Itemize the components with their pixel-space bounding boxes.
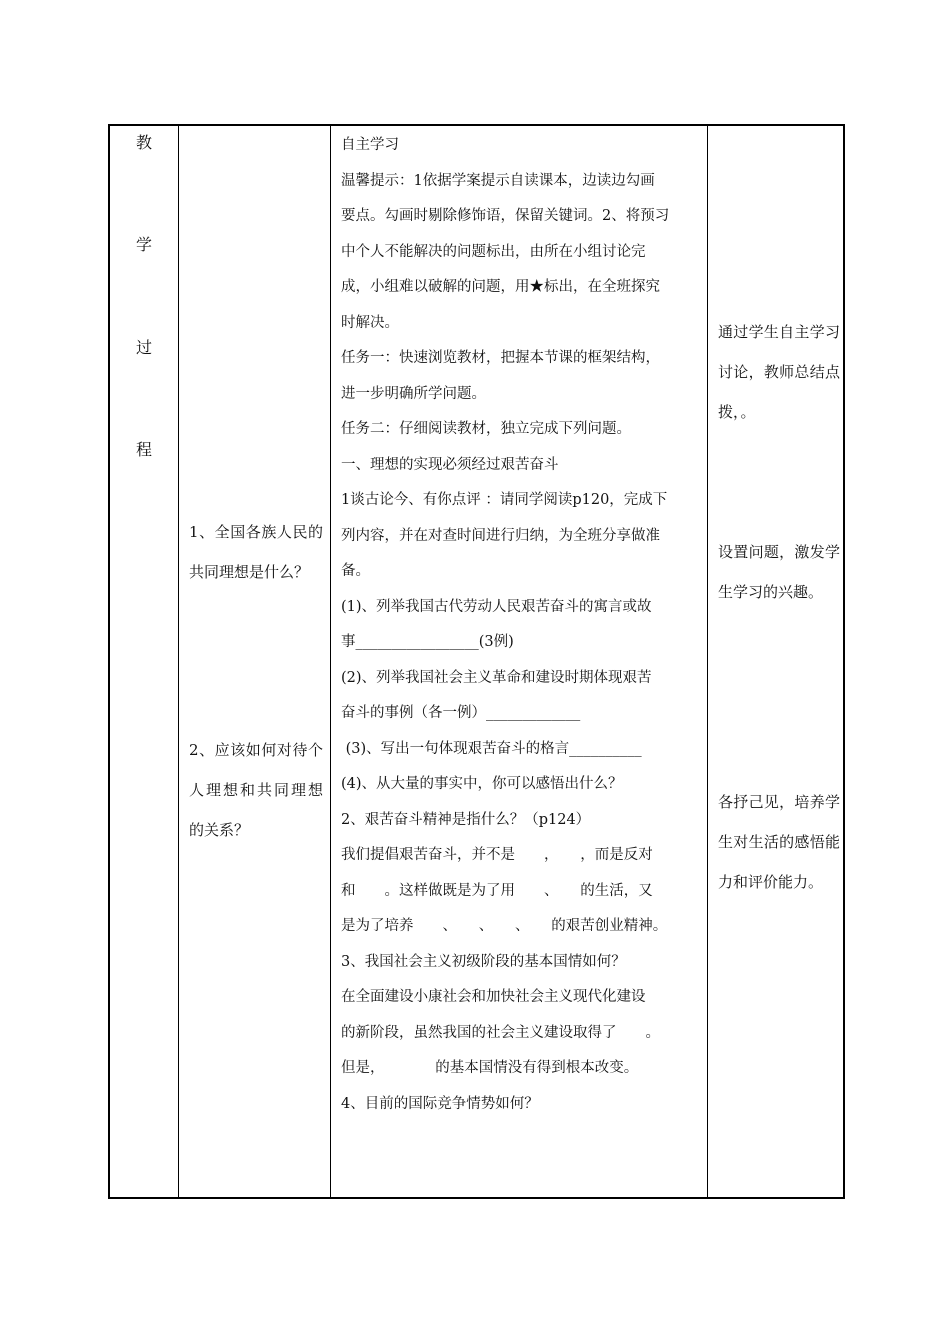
note-2: 设置问题，激发学生学习的兴趣。 <box>718 543 840 601</box>
content-cell <box>331 125 708 1198</box>
content-line: 进一步明确所学问题。 <box>341 385 486 402</box>
content-line: 成，小组难以破解的问题，用★标出，在全班探究 <box>341 279 660 295</box>
note-1: 通过学生自主学习讨论，教师总结点拨，。 <box>718 323 840 421</box>
content-line: 温馨提示：1依据学案提示自读课本，边读边勾画 <box>341 172 655 189</box>
content-line: (3)、写出一句体现艰苦奋斗的格言__________ <box>341 740 642 757</box>
note-3: 各抒己见，培养学生对生活的感悟能力和评价能力。 <box>718 793 840 891</box>
content-line: 一、理想的实现必须经过艰苦奋斗 <box>341 456 559 473</box>
content-line: 时解决。 <box>341 314 399 331</box>
section-label-char: 程 <box>135 440 152 459</box>
section-label-cell <box>109 125 179 1198</box>
content-line: 奋斗的事例（各一例）_____________ <box>341 705 581 721</box>
content-line: 4、目前的国际竞争情势如何？ <box>341 1095 539 1112</box>
content-line: 1谈古论今、有你点评 ：请同学阅读p120，完成下 <box>341 492 668 508</box>
content-line: 是为了培养 、 、 、 的艰苦创业精神。 <box>341 918 668 934</box>
content-line: 3、我国社会主义初级阶段的基本国情如何？ <box>341 953 626 970</box>
section-label-char: 学 <box>135 235 152 254</box>
section-label-char: 过 <box>135 338 152 357</box>
content-line: 的新阶段，虽然我国的社会主义建设取得了 。 <box>341 1024 660 1041</box>
questions-cell <box>179 125 331 1198</box>
content-line: (4)、从大量的事实中，你可以感悟出什么？ <box>341 776 623 792</box>
content-line: 列内容，并在对查时间进行归纳，为全班分享做准 <box>341 527 660 544</box>
question-1: 1、全国各族人民的共同理想是什么？ <box>189 523 323 581</box>
content-body <box>341 128 701 1122</box>
lesson-plan-table <box>108 124 845 1199</box>
content-line: 备。 <box>341 563 370 579</box>
content-line: 要点。勾画时剔除修饰语，保留关键词。2、将预习 <box>341 208 670 224</box>
content-line: 自主学习 <box>341 137 399 153</box>
content-line: (2)、列举我国社会主义革命和建设时期体现艰苦 <box>341 669 652 686</box>
content-line: 我们提倡艰苦奋斗，并不是 ， ，而是反对 <box>341 847 653 863</box>
content-line: 和 。这样做既是为了用 、 的生活，又 <box>341 882 653 899</box>
content-line: 在全面建设小康社会和加快社会主义现代化建设 <box>341 989 646 1005</box>
content-line: 任务一：快速浏览教材，把握本节课的框架结构， <box>341 350 660 366</box>
content-line: 中个人不能解决的问题标出，由所在小组讨论完 <box>341 243 646 260</box>
content-line: 事_________________(3例) <box>341 634 514 650</box>
content-line: 任务二：仔细阅读教材，独立完成下列问题。 <box>341 421 631 437</box>
section-label-char: 教 <box>135 133 152 152</box>
notes-cell <box>708 125 845 1198</box>
content-line: (1)、列举我国古代劳动人民艰苦奋斗的寓言或故 <box>341 598 652 615</box>
content-line: 2、艰苦奋斗精神是指什么？（p124） <box>341 811 591 828</box>
question-2: 2、应该如何对待个人理想和共同理想的关系？ <box>189 741 323 839</box>
content-line: 但是， 的基本国情没有得到根本改变。 <box>341 1060 639 1076</box>
